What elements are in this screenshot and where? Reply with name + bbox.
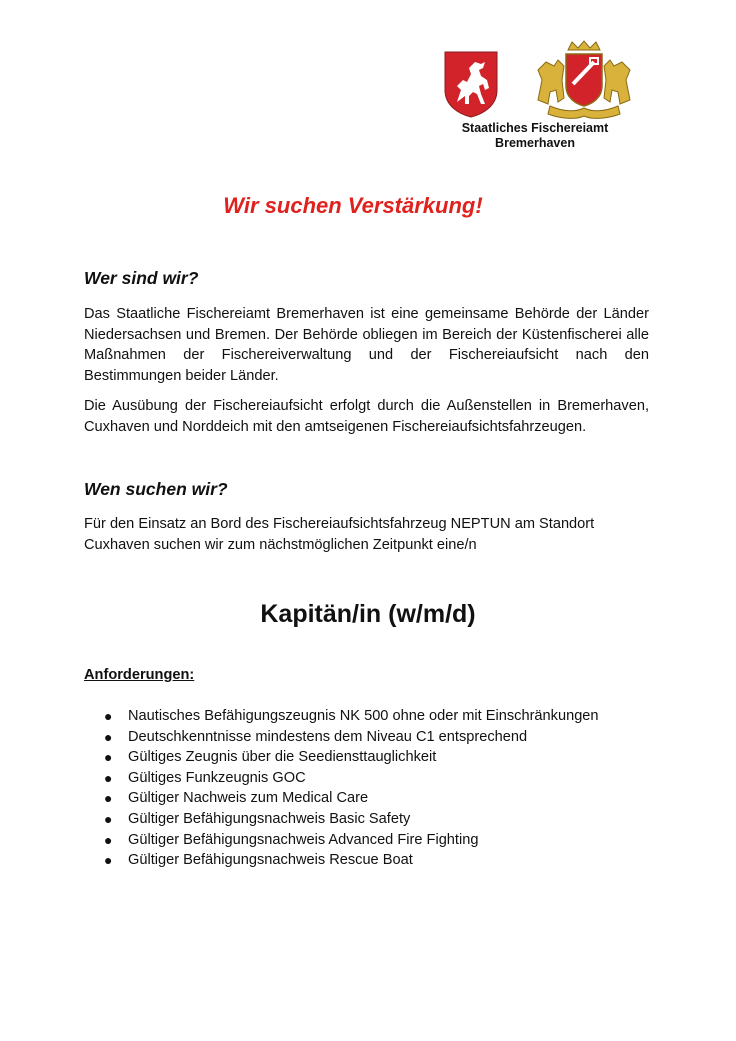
list-item-text: Gültiger Nachweis zum Medical Care	[128, 790, 369, 807]
bullet-icon: ●	[104, 852, 113, 869]
bullet-icon: ●	[104, 749, 113, 766]
bremen-coat-of-arms-icon	[528, 40, 640, 120]
list-item	[84, 850, 599, 871]
list-item-text: Gültiger Befähigungsnachweis Advanced Fire Fighting	[128, 831, 479, 848]
list-item-text: Gültiger Befähigungsnachweis Basic Safety	[128, 810, 411, 827]
bullet-icon: ●	[104, 831, 113, 848]
list-item	[84, 830, 599, 851]
office-name	[455, 121, 615, 151]
bullet-icon: ●	[104, 728, 113, 745]
list-item	[84, 788, 599, 809]
paragraph-who-1: Das Staatliche Fischereiamt Bremerhaven ist eine gemeinsame Behörde der Länder Niedersachsen und Bremen. Der Behörde obliegen im Bereich der Küstenfischerei alle Maßnahmen der Fischereiverwaltung und der Fischereiaufsicht nach den Bestimmungen beider Länder.	[84, 306, 649, 384]
list-item	[84, 768, 599, 789]
office-name-line2: Bremerhaven	[495, 136, 575, 150]
bullet-icon: ●	[104, 790, 113, 807]
lower-saxony-horse-crest-icon	[443, 50, 499, 118]
bullet-icon: ●	[104, 708, 113, 724]
requirements-heading: Anforderungen:	[84, 667, 195, 683]
bullet-icon: ●	[104, 810, 113, 827]
list-item	[84, 747, 599, 768]
job-title: Kapitän/in (w/m/d)	[260, 600, 476, 628]
list-item-text: Nautisches Befähigungszeugnis NK 500 ohne oder mit Einschränkungen	[128, 708, 599, 724]
bullet-icon: ●	[104, 769, 113, 786]
list-item-text: Gültiges Zeugnis über die Seediensttauglichkeit	[128, 749, 437, 766]
headline: Wir suchen Verstärkung!	[223, 193, 483, 218]
office-name-line1: Staatliches Fischereiamt	[461, 121, 609, 135]
paragraph-whom: Für den Einsatz an Bord des Fischereiaufsichtsfahrzeug NEPTUN am Standort Cuxhaven suchen wir zum nächstmöglichen Zeitpunkt eine/n	[84, 516, 595, 553]
list-item-text: Gültiger Befähigungsnachweis Rescue Boat	[128, 852, 413, 869]
section-title-whom: Wen suchen wir?	[84, 479, 228, 499]
section-title-who: Wer sind wir?	[84, 268, 199, 288]
list-item	[84, 706, 599, 727]
logo-group	[440, 40, 640, 122]
requirements-list	[84, 706, 599, 871]
list-item	[84, 727, 599, 748]
list-item-text: Gültiges Funkzeugnis GOC	[128, 769, 306, 786]
list-item	[84, 809, 599, 830]
list-item-text: Deutschkenntnisse mindestens dem Niveau C1 entsprechend	[128, 728, 528, 745]
paragraph-who-2: Die Ausübung der Fischereiaufsicht erfolgt durch die Außenstellen in Bremerhaven, Cuxhaven und Norddeich mit den amtseigenen Fischereiaufsichtsfahrzeugen.	[84, 398, 649, 435]
